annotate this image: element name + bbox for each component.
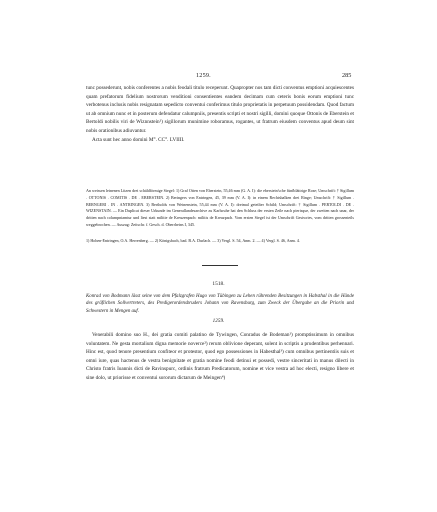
page-number: 285 bbox=[342, 72, 352, 79]
footnotes: 1) Hohen-Entringen, O.A. Herrenberg. — 2) Königsbach, bad. B.A. Durlach. — 3) Vergl. S. 54, Anm. 2. — 4) Vergl. S. 46, Anm. 4. bbox=[86, 238, 300, 243]
running-header-year: 1259. bbox=[196, 72, 211, 79]
main-text bbox=[86, 84, 354, 144]
paragraph: tunc possederunt, nobis conferentes a nobis feodali titulo receperunt. Quapropter nos tam dicti conventus emptioni acquiescentes quam prefatorum fidelium nostrorum venditioni consentientes eandem decimam cum ceteris bonis eorum emptioni tunc verbotenus inclusis nobis resignatam sepedicto conventui conferimus titulo proprietatis in perpetuum possidendam. Quod factum ut ab omnium nunc et in posterum defendatur calumpniis, presentis scripti et nostri sigilli, domini quoque Ottonis de Eberstein et Bertoldi nobilis viri de Wiznnstein¹) sigillorum munimine roboramus, rogantes, ut fratrum eiusdem conventus apud deum sint nobis orationibus adiuvantur. bbox=[86, 85, 354, 134]
document-number: 1518. bbox=[212, 281, 225, 287]
paragraph: Venerabili domino suo H., dei gratia comiti palatino de Tywingen, Conradus de Bodeman¹) promptissimum in omnibus voluntatem. Ne gesta mortalium digna memorie noverce²) rerum oblivione deperant, solent in scriptis a prudentibus perhennari. Hinc est, quod tenore presentium confiteor et protestor, quod ego possessiones in Habesthal³) cum omnibus pertinentiis suis et omni iure, quas hactenus de vestra benignitate et gratia nomine feodi detinui et possedi, vestre sinceritati in manus dilecti in Christo fratris Ioannis dicti de Ravinspurc, ordinis fratrum Predicatorum, nomine et vice vestra ad hoc electi, resigno libere et sine dolo, ut priorisse et conventui sororum dictarum de Meingen⁴) bbox=[86, 332, 354, 381]
seal-description-note: An weissen leinenen Litzen drei schäldförmige Siegel: 1) Graf Otten von Eberstein, 55,46 mm (G. A. I): die eberstein'sche fünfblättrige Rose; Umschrift: † Sigillum . OTTONIS . COMITIS . DE . EBERSTEIN. 2) Beringers von Entringen, 45, 39 mm (V. A. I): in einem Rechtsbalken drei Ringe; Umschrift: † Sigillum . BERNGERI . IN . ANTRINGEN. 3) Bertholds von Weinenstein, 55,44 mm (V. A. I): dreimal geteilter Schild; Umschrift: † Sigillum . PERTOLDI . DE . WIZENSTAIN. — Ein Duplicat dieser Urkunde im Generallandesarchive zu Karlsruhe hat den Schluss der ersten Zeile nach pierisque, der zweiten nach unar, der dritten nach columpniamtur und liest statt militie de Kreuzenpach: militis de Kreuzpach. Vom ersten Siegel ist der Umschrift Gesiwries, vom dritten grossenteils weggebrochen. — Auszug: Zeitschr. f. Gesch. d. Oberrheins I, 345. bbox=[86, 188, 354, 227]
document-text bbox=[86, 331, 354, 383]
document-summary: Konrad von Bodmann lässt seine von dem Pfalzgrafen Hugo von Tübingen zu Lehen rührenden Besitzungen in Habsthal in die Hände des gräflichen Sollvertreters, des Predigerordensbruders Johann von Ravensburg, zum Zweck der Übergabe an die Priorin und Schwestern in Mengen auf. bbox=[86, 294, 354, 314]
paragraph: Acta sunt hec anno domini M°. CC°. LVIIII. bbox=[92, 136, 185, 143]
document-date: 1259. bbox=[212, 318, 225, 324]
section-divider bbox=[202, 265, 238, 266]
